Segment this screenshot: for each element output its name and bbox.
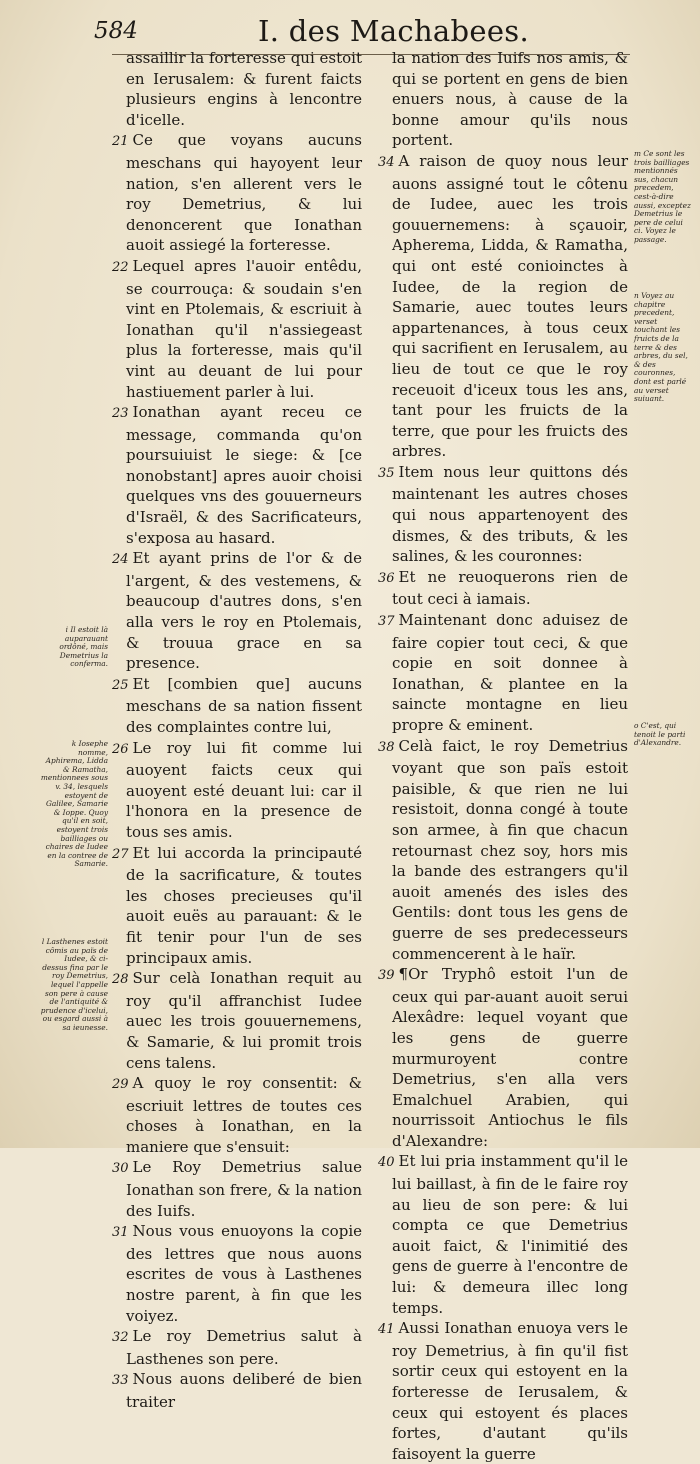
verse [378,610,628,736]
verse [112,402,362,548]
verse-number: 28 [112,972,129,988]
verse-text: Lequel apres l'auoir entêdu, se courrouça: & soudain s'en vint en Ptolemais, & escriuit à Ionathan qu'il n'assiegeast plus la forteresse, mais qu'il vint au deuant de lui pour hastiuement parler à lui. [126,256,362,401]
verse-number: 29 [112,1077,129,1093]
margin-note-right: m Ce sont les trois bailliages mentionnés sus, chacun precedem, cest-à-dire aussi, exceptez Demetrius le pere de celui ci. Voyez le passage. [634,149,691,244]
verse [378,462,628,567]
verse-text: A quoy le roy consentit: & escriuit lettres de toutes ces choses à Ionathan, en la maniere que s'ensuit: [126,1074,362,1156]
verse-number: 23 [112,406,129,422]
verse-number: 36 [378,570,395,586]
verse-text: ¶Or Tryphô estoit l'un de ceux qui par-auant auoit serui Alexâdre: lequel voyant que les gens de guerre murmuroyent contre Demetrius, s'en alla vers Emalchuel Arabien, qui nourrissoit Antiochus le fils d'Alexandre: [392,965,628,1150]
verse [112,738,362,843]
verse-text: Sur celà Ionathan requit au roy qu'il affranchist Iudee auec les trois gouuernemens, & Samarie, & lui promit trois cens talens. [126,969,362,1072]
verse-number: 22 [112,259,129,275]
verse [378,567,628,610]
verse [112,548,362,674]
verse [112,843,362,969]
verse [112,130,362,256]
verse [378,964,628,1151]
left-text-column [112,48,362,1413]
verse-text: Nous vous enuoyons la copie des lettres que nous auons escrites de vous à Lasthenes nostre parent, à fin que les voiyez. [126,1222,362,1325]
verse-text: Et lui pria instamment qu'il le lui baillast, à fin de le faire roy au lieu de son pere: & lui compta ce que Demetrius auoit faict, & l'inimitié des gens de guerre à l'encontre de lui: & demeura illec long temps. [392,1152,628,1317]
verse-text: A raison de quoy nous leur auons assigné tout le côtenu de Iudee, auec les trois gouuernemens: à sçauoir, Apherema, Lidda, & Ramatha, qui ont esté conioinctes à Iudee, de la region de Samarie, auec toutes leurs appartenances, à tous ceux qui sacrifient en Ierusalem, au lieu de tout ce que le roy receuoit d'iceux tous les ans, tant pour les fruicts de la terre, que pour les fruicts des arbres. [392,151,628,461]
verse-text: Le roy Demetrius salut à Lasthenes son pere. [126,1327,362,1368]
verse-text: Le Roy Demetrius salue Ionathan son frere, & la nation des Iuifs. [126,1158,362,1220]
right-text-column [378,48,628,1464]
verse-number: 24 [112,552,129,568]
verse-number: 31 [112,1225,129,1241]
verse-text: Item nous leur quittons dés maintenant les autres choses qui nous appartenoyent des dismes, & des tributs, & les salines, & les couronnes: [392,462,628,566]
verse-number: 37 [378,614,395,630]
verse-text: Nous auons deliberé de bien traiter [126,1370,362,1411]
verse-number: 32 [112,1330,129,1346]
margin-note-left: l Lasthenes estoit cômis au païs de Iudee, & ci-dessus fina par le roy Demetrius, lequel l'appelle son pere à cause de l'antiquité & prudence d'icelui, ou esgard aussi à sa ieunesse. [40,937,108,1032]
verse-number: 33 [112,1373,129,1389]
verse-text: Maintenant donc aduisez de faire copier tout ceci, & que copie en soit donnee à Ionathan, & plantee en la saincte montagne en lieu propre & eminent. [392,611,628,734]
verse-number: 41 [378,1322,395,1338]
verse [378,1151,628,1318]
verse-number: 21 [112,134,129,150]
margin-note-left: k Iosephe nomme, Aphirema, Lidda & Ramatha, mentionnees sous v. 34, lesquels estoyent de Galilee, Samarie & Ioppe. Quoy qu'il en soit, estoyent trois bailliages ou chaires de Iudee en la contree de Samarie. [40,739,108,869]
verse [112,1326,362,1369]
verse-text: Ionathan ayant receu ce message, commanda qu'on poursuiuist le siege: & [ce nonobstant] apres auoir choisi quelques vns des gouuerneurs d'Israël, & des Sacrificateurs, s'exposa au hasard. [126,403,362,547]
verse-number: 39 [378,968,395,984]
verse-text: Et lui accorda la principauté de la sacrificature, & toutes les choses precieuses qu'il auoit euës au parauant: & le fit tenir pour l'un de ses principaux amis. [126,843,362,967]
verse [112,1369,362,1412]
verse-number: 25 [112,677,129,693]
verse-number: 34 [378,154,395,170]
verse-number: 40 [378,1155,395,1171]
verse [112,1157,362,1221]
verse-text: Ce que voyans aucuns meschans qui hayoyent leur nation, s'en allerent vers le roy Demetrius, & lui denoncerent que Ionathan auoit assiegé la forteresse. [126,131,362,255]
margin-note-right: o C'est, qui tenoit le parti d'Alexandre. [634,721,686,748]
verse [112,674,362,738]
verse-text: Celà faict, le roy Demetrius voyant que son païs estoit paisible, & que rien ne lui resistoit, donna congé à toute son armee, à fin que chacun retournast chez soy, hors mis la bande des estrangers qu'il auoit amenés des isles des Gentils: dont tous les gens de guerre de ses predecesseurs commencerent à le haïr. [392,736,628,963]
verse [378,736,628,965]
verse-text: Et ayant prins de l'or & de l'argent, & des vestemens, & beaucoup d'autres dons, s'en alla vers le roy en Ptolemais, & trouua grace en sa presence. [126,549,362,673]
verse-text: assaillir la forteresse qui estoit en Ierusalem: & furent faicts plusieurs engins à lencontre d'icelle. [126,49,362,129]
margin-note-left: i Il estoit là auparauant ordôné, mais Demetrius la conferma. [59,625,108,669]
verse [378,1318,628,1464]
verse [112,48,362,130]
margin-note-right: n Voyez au chapitre precedent, verset touchant les fruicts de la terre & des arbres, du sel, & des couronnes, dont est parlé au verset suiuant. [634,291,688,404]
verse-number: 26 [112,741,129,757]
page-number: 584 [94,18,138,44]
running-title: I. des Machabees. [258,14,529,48]
verse-text: la nation des Iuifs nos amis, & qui se portent en gens de bien enuers nous, à cause de la bonne amour qu'ils nous portent. [392,49,628,150]
verse-text: Et [combien que] aucuns meschans de sa nation fissent des complaintes contre lui, [126,674,362,736]
verse [378,48,628,151]
verse-text: Et ne reuoquerons rien de tout ceci à iamais. [392,567,628,609]
verse [112,256,362,402]
verse-number: 30 [112,1161,129,1177]
verse [112,1073,362,1157]
verse [112,1221,362,1326]
verse-number: 27 [112,846,129,862]
verse [378,151,628,462]
verse-number: 35 [378,465,395,481]
verse [112,968,362,1073]
verse-number: 38 [378,739,395,755]
verse-text: Le roy lui fit comme lui auoyent faicts ceux qui auoyent esté deuant lui: car il l'honora en la presence de tous ses amis. [126,738,362,841]
verse-text: Aussi Ionathan enuoya vers le roy Demetrius, à fin qu'il fist sortir ceux qui estoyent en la forteresse de Ierusalem, & ceux qui estoyent és places fortes, d'autant qu'ils faisoyent la guerre [392,1319,628,1463]
